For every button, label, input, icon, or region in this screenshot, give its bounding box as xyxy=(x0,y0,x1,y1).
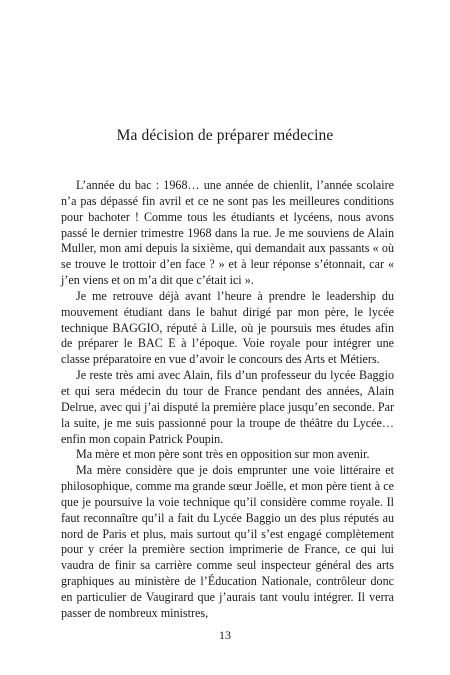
chapter-title: Ma décision de préparer médecine xyxy=(116,127,334,144)
paragraph: Je me retrouve déjà avant l’heure à prendre le leadership du mouvement étudiant dans le bahut dirigé par mon père, le lycée technique BAGGIO, réputé à Lille, où je poursuis mes études afin de préparer le BAC E à l’époque. Voie royale pour intégrer une classe préparatoire en vue d’avoir le concours des Arts et Métiers. xyxy=(61,288,394,367)
paragraph: Ma mère considère que je dois emprunter une voie littéraire et philosophique, comme ma grande sœur Joëlle, et mon père tient à ce que je poursuive la voie technique qu’il considère comme royale. Il faut reconnaître qu’il a fait du Lycée Baggio un des plus réputés au nord de Paris et plus, mais surtout qu’il s’est engagé complètement pour y créer la première section imprimerie de France, ce qui lui vaudra de finir sa carrière comme seul inspecteur général des arts graphiques au ministère de l’Éducation Nationale, contrôleur donc en particulier de Vaugirard que j’aurais tant voulu intégrer. Il verra passer de nombreux ministres, xyxy=(61,463,394,620)
paragraph: L’année du bac : 1968… une année de chienlit, l’année scolaire n’a pas dépassé fin avril et ce ne sont pas les meilleures conditions pour bachoter ! Comme tous les étudiants et lycéens, nous avons passé le dernier trimestre 1968 dans la rue. Je me souviens de Alain Muller, mon ami depuis la sixième, qui demandait aux passants « où se trouve le trottoir d’en face ? » et à leur réponse s’étonnait, car « j’en viens et on m’a dit que c’était ici ». xyxy=(61,178,394,288)
paragraph: Ma mère et mon père sont très en opposition sur mon avenir. xyxy=(76,447,370,462)
body-text xyxy=(61,178,394,622)
page-number: 13 xyxy=(219,628,231,642)
paragraph: Je reste très ami avec Alain, fils d’un professeur du lycée Baggio et qui sera médecin du tour de France pendant des années, Alain Delrue, avec qui j’ai disputé la première place jusqu’en seconde. Par la suite, je me suis passionné pour la troupe de théâtre du Lycée… enfin mon copain Patrick Poupin. xyxy=(61,368,394,446)
